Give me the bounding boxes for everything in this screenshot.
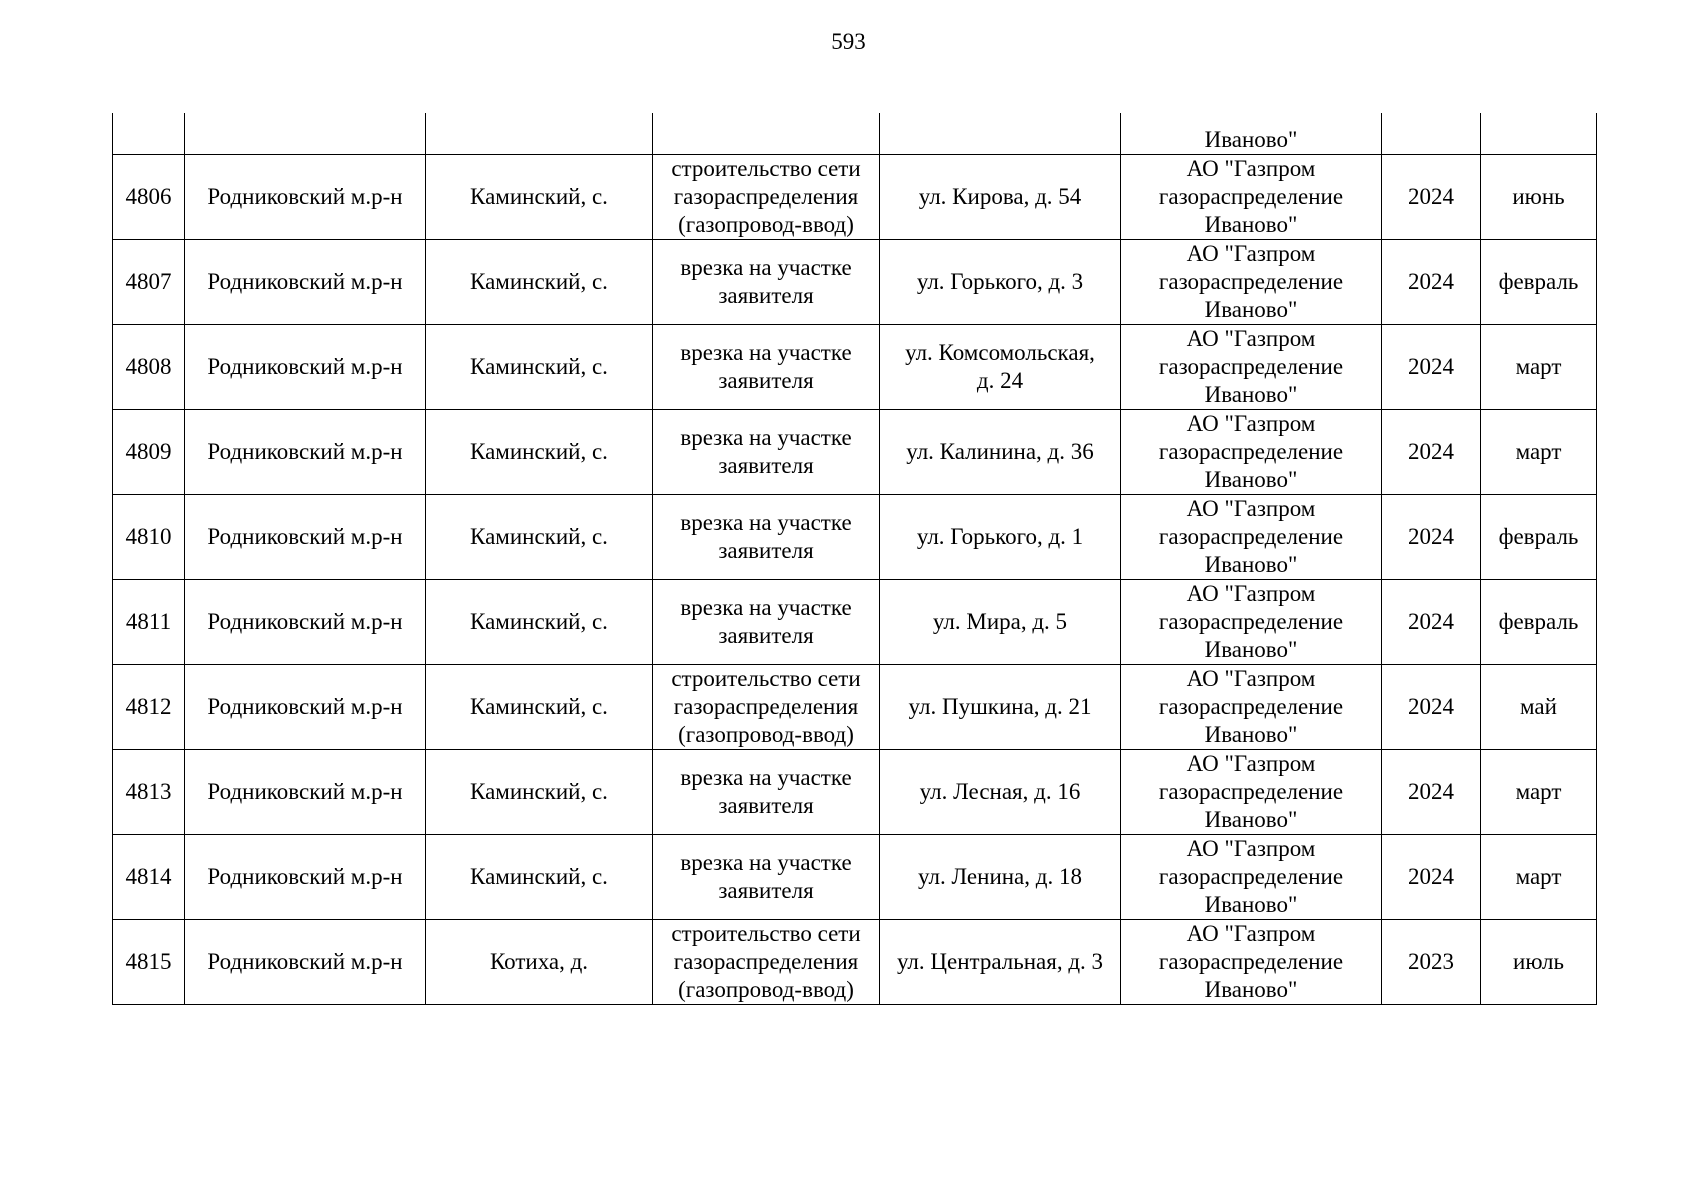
address-line: ул. Мира, д. 5 <box>932 608 1068 634</box>
work-type-line: (газопровод-ввод) <box>678 976 854 1002</box>
operator-line: Иваново" <box>1204 636 1298 662</box>
cell-settlement: Каминский, с. <box>426 409 653 494</box>
work-type-line: врезка на участке <box>680 849 852 875</box>
table-row <box>113 154 1597 239</box>
cell-operator <box>1121 239 1382 324</box>
cell-settlement: Каминский, с. <box>426 749 653 834</box>
cell-address <box>880 494 1121 579</box>
operator-line: АО "Газпром <box>1186 665 1316 691</box>
cell-settlement: Каминский, с. <box>426 324 653 409</box>
operator-line: Иваново" <box>1204 721 1298 747</box>
address-line: ул. Кирова, д. 54 <box>918 183 1082 209</box>
cell-id: 4806 <box>113 154 185 239</box>
operator-line: АО "Газпром <box>1186 835 1316 861</box>
operator-line: АО "Газпром <box>1186 410 1316 436</box>
cell-month: июнь <box>1481 154 1597 239</box>
table-row <box>113 749 1597 834</box>
work-type-line: врезка на участке <box>680 424 852 450</box>
cell-year: 2024 <box>1382 239 1481 324</box>
cell-address <box>880 154 1121 239</box>
cell-address <box>880 239 1121 324</box>
cell-month: февраль <box>1481 494 1597 579</box>
operator-line: Иваново" <box>1204 296 1298 322</box>
cell-id: 4807 <box>113 239 185 324</box>
cell-district: Родниковский м.р-н <box>185 239 426 324</box>
cell-district: Родниковский м.р-н <box>185 579 426 664</box>
cell-settlement: Каминский, с. <box>426 579 653 664</box>
cell-year: 2024 <box>1382 579 1481 664</box>
cell-district: Родниковский м.р-н <box>185 409 426 494</box>
operator-line: газораспределение <box>1158 948 1344 974</box>
cell-operator <box>1121 113 1382 154</box>
work-type-line: врезка на участке <box>680 254 852 280</box>
cell-work-type <box>653 409 880 494</box>
cell-work-type <box>653 664 880 749</box>
operator-line: газораспределение <box>1158 523 1344 549</box>
table-body <box>113 113 1597 1004</box>
operator-line: газораспределение <box>1158 183 1344 209</box>
table-row <box>113 494 1597 579</box>
cell-address <box>880 749 1121 834</box>
cell-settlement: Каминский, с. <box>426 494 653 579</box>
cell-settlement: Котиха, д. <box>426 919 653 1004</box>
table-row <box>113 239 1597 324</box>
cell-id <box>113 113 185 154</box>
cell-district: Родниковский м.р-н <box>185 154 426 239</box>
address-line: д. 24 <box>976 367 1024 393</box>
work-type-line: строительство сети <box>671 665 861 691</box>
work-type-line: строительство сети <box>671 155 861 181</box>
page-number: 593 <box>831 29 866 54</box>
operator-line: АО "Газпром <box>1186 325 1316 351</box>
cell-id: 4810 <box>113 494 185 579</box>
cell-id: 4814 <box>113 834 185 919</box>
table-row <box>113 409 1597 494</box>
cell-operator <box>1121 749 1382 834</box>
work-type-line: врезка на участке <box>680 594 852 620</box>
cell-work-type <box>653 113 880 154</box>
cell-month: май <box>1481 664 1597 749</box>
cell-year: 2024 <box>1382 834 1481 919</box>
cell-year: 2024 <box>1382 494 1481 579</box>
cell-work-type <box>653 579 880 664</box>
work-type-line: врезка на участке <box>680 509 852 535</box>
cell-id: 4813 <box>113 749 185 834</box>
operator-line: Иваново" <box>1204 891 1298 917</box>
cell-operator <box>1121 664 1382 749</box>
cell-id: 4808 <box>113 324 185 409</box>
work-type-line: заявителя <box>718 877 814 903</box>
operator-line: Иваново" <box>1204 211 1298 237</box>
operator-line: газораспределение <box>1158 693 1344 719</box>
cell-operator <box>1121 324 1382 409</box>
cell-settlement: Каминский, с. <box>426 239 653 324</box>
work-type-line: врезка на участке <box>680 764 852 790</box>
operator-line: газораспределение <box>1158 438 1344 464</box>
cell-settlement: Каминский, с. <box>426 834 653 919</box>
operator-line: АО "Газпром <box>1186 155 1316 181</box>
cell-operator <box>1121 494 1382 579</box>
address-line: ул. Горького, д. 1 <box>916 523 1084 549</box>
cell-address <box>880 579 1121 664</box>
cell-year: 2024 <box>1382 154 1481 239</box>
operator-line: АО "Газпром <box>1186 920 1316 946</box>
cell-id: 4809 <box>113 409 185 494</box>
work-type-line: (газопровод-ввод) <box>678 211 854 237</box>
cell-work-type <box>653 749 880 834</box>
cell-operator <box>1121 154 1382 239</box>
cell-month: март <box>1481 324 1597 409</box>
operator-line: газораспределение <box>1158 608 1344 634</box>
address-line: ул. Ленина, д. 18 <box>918 863 1082 889</box>
cell-work-type <box>653 834 880 919</box>
cell-month: март <box>1481 749 1597 834</box>
cell-settlement: Каминский, с. <box>426 664 653 749</box>
work-type-line: заявителя <box>718 792 814 818</box>
table-row <box>113 324 1597 409</box>
address-line: ул. Центральная, д. 3 <box>896 948 1104 974</box>
operator-line: газораспределение <box>1158 778 1344 804</box>
cell-district: Родниковский м.р-н <box>185 324 426 409</box>
operator-line: газораспределение <box>1158 268 1344 294</box>
cell-address <box>880 409 1121 494</box>
work-type-line: заявителя <box>718 367 814 393</box>
table-row <box>113 834 1597 919</box>
cell-work-type <box>653 919 880 1004</box>
work-type-line: заявителя <box>718 282 814 308</box>
cell-district: Родниковский м.р-н <box>185 919 426 1004</box>
cell-year: 2024 <box>1382 749 1481 834</box>
address-line: ул. Пушкина, д. 21 <box>908 693 1092 719</box>
cell-id: 4812 <box>113 664 185 749</box>
cell-district <box>185 113 426 154</box>
cell-year: 2024 <box>1382 409 1481 494</box>
operator-line: Иваново" <box>1204 381 1298 407</box>
address-line: ул. Лесная, д. 16 <box>919 778 1081 804</box>
address-line: ул. Калинина, д. 36 <box>906 438 1094 464</box>
operator-line: АО "Газпром <box>1186 580 1316 606</box>
work-type-line: врезка на участке <box>680 339 852 365</box>
cell-address <box>880 834 1121 919</box>
address-line: ул. Горького, д. 3 <box>916 268 1084 294</box>
work-type-line: газораспределения <box>673 183 859 209</box>
table-row <box>113 664 1597 749</box>
operator-line: АО "Газпром <box>1186 240 1316 266</box>
work-type-line: газораспределения <box>673 693 859 719</box>
operator-line: АО "Газпром <box>1186 495 1316 521</box>
cell-settlement: Каминский, с. <box>426 154 653 239</box>
operator-line: АО "Газпром <box>1186 750 1316 776</box>
cell-month: март <box>1481 834 1597 919</box>
cell-address <box>880 113 1121 154</box>
continued-row <box>113 113 1597 154</box>
table-row <box>113 919 1597 1004</box>
cell-work-type <box>653 324 880 409</box>
cell-district: Родниковский м.р-н <box>185 494 426 579</box>
cell-district: Родниковский м.р-н <box>185 834 426 919</box>
cell-address <box>880 324 1121 409</box>
cell-district: Родниковский м.р-н <box>185 749 426 834</box>
cell-work-type <box>653 239 880 324</box>
work-type-line: строительство сети <box>671 920 861 946</box>
work-type-line: газораспределения <box>673 948 859 974</box>
cell-id: 4815 <box>113 919 185 1004</box>
work-type-line: (газопровод-ввод) <box>678 721 854 747</box>
operator-line: Иваново" <box>1204 466 1298 492</box>
cell-address <box>880 919 1121 1004</box>
cell-month <box>1481 113 1597 154</box>
cell-address <box>880 664 1121 749</box>
cell-work-type <box>653 494 880 579</box>
cell-operator <box>1121 834 1382 919</box>
cell-month: июль <box>1481 919 1597 1004</box>
cell-district: Родниковский м.р-н <box>185 664 426 749</box>
work-type-line: заявителя <box>718 537 814 563</box>
cell-id: 4811 <box>113 579 185 664</box>
cell-year: 2024 <box>1382 664 1481 749</box>
cell-month: февраль <box>1481 239 1597 324</box>
cell-settlement <box>426 113 653 154</box>
operator-line: газораспределение <box>1158 353 1344 379</box>
cell-operator <box>1121 409 1382 494</box>
cell-year <box>1382 113 1481 154</box>
work-type-line: заявителя <box>718 452 814 478</box>
cell-month: февраль <box>1481 579 1597 664</box>
gasification-table <box>112 113 1597 1005</box>
operator-line: Иваново" <box>1204 976 1298 1002</box>
cell-year: 2023 <box>1382 919 1481 1004</box>
cell-month: март <box>1481 409 1597 494</box>
operator-line: газораспределение <box>1158 863 1344 889</box>
address-line: ул. Комсомольская, <box>905 339 1095 365</box>
work-type-line: заявителя <box>718 622 814 648</box>
operator-line: Иваново" <box>1204 551 1298 577</box>
cell-operator <box>1121 579 1382 664</box>
table-row <box>113 579 1597 664</box>
cell-work-type <box>653 154 880 239</box>
cell-operator <box>1121 919 1382 1004</box>
cell-year: 2024 <box>1382 324 1481 409</box>
operator-line: Иваново" <box>1204 126 1298 152</box>
operator-line: Иваново" <box>1204 806 1298 832</box>
